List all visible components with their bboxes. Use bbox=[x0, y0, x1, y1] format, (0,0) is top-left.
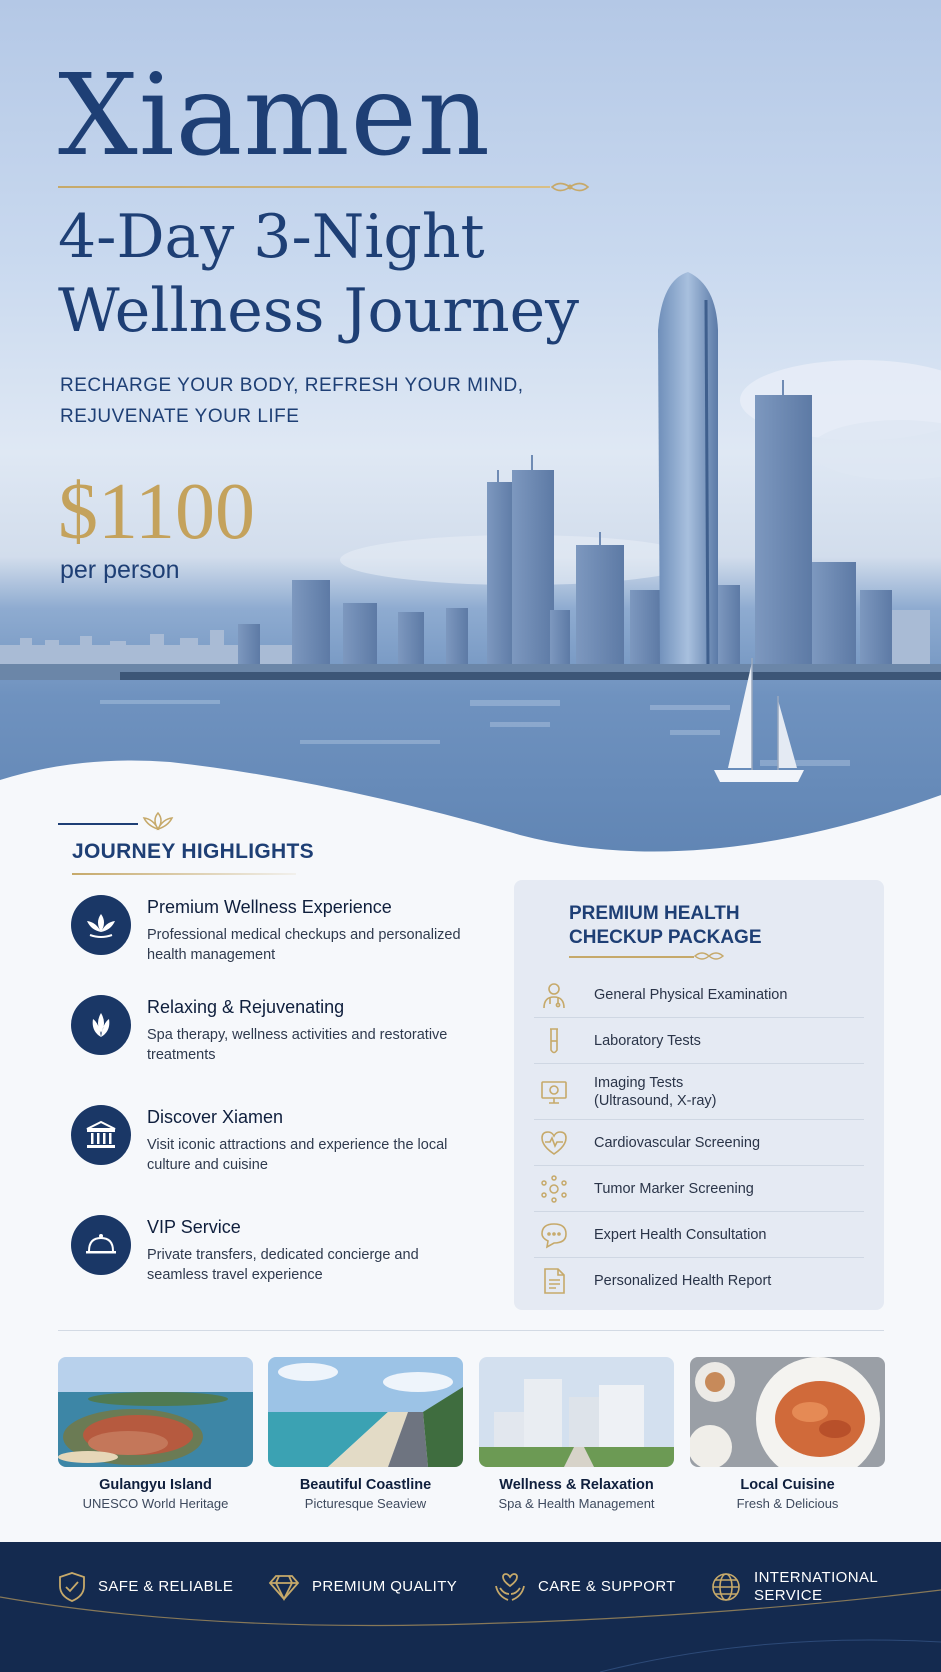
wellness-center-photo bbox=[479, 1357, 674, 1467]
highlight-title: VIP Service bbox=[147, 1217, 241, 1237]
destination-subtitle: Fresh & Delicious bbox=[736, 1496, 839, 1511]
highlight-title: Discover Xiamen bbox=[147, 1107, 284, 1127]
panel-title-line-1: PREMIUM HEALTH bbox=[569, 903, 740, 924]
badge-international bbox=[710, 1542, 878, 1632]
checkup-item bbox=[534, 1212, 864, 1258]
destination-name: Beautiful Coastline bbox=[299, 1477, 432, 1493]
highlight-desc: Private transfers, dedicated concierge and seamless travel experience bbox=[147, 1247, 419, 1283]
heart-pulse-icon bbox=[534, 1128, 574, 1158]
checkup-label bbox=[594, 1134, 760, 1152]
checkup-list bbox=[534, 972, 864, 1304]
checkup-item bbox=[534, 1166, 864, 1212]
highlights-underline bbox=[72, 873, 296, 875]
badge-label bbox=[98, 1578, 233, 1596]
badge-label bbox=[538, 1578, 676, 1596]
panel-rule bbox=[569, 956, 694, 958]
badge-line-1: INTERNATIONAL bbox=[754, 1569, 879, 1586]
coastline-photo bbox=[268, 1357, 463, 1467]
checkup-line-1: Personalized Health Report bbox=[594, 1273, 772, 1289]
page-title: Xiamen bbox=[58, 51, 491, 181]
shield-check-icon bbox=[58, 1571, 86, 1603]
destination-name: Wellness & Relaxation bbox=[499, 1477, 654, 1493]
test-tube-icon bbox=[534, 1026, 574, 1056]
highlight-item bbox=[71, 995, 481, 1075]
checkup-line-1: Expert Health Consultation bbox=[594, 1226, 767, 1243]
checkup-item bbox=[534, 1120, 864, 1166]
destination-subtitle: Spa & Health Management bbox=[498, 1496, 655, 1511]
tagline bbox=[60, 370, 523, 432]
badge-label bbox=[312, 1578, 457, 1596]
title-gold-rule bbox=[58, 186, 550, 188]
price-unit: per person bbox=[60, 556, 180, 584]
subtitle-line-1: 4-Day 3-Night bbox=[58, 202, 485, 272]
checkup-label bbox=[594, 986, 787, 1004]
panel-title-line-2: CHECKUP PACKAGE bbox=[569, 927, 762, 948]
highlight-item bbox=[71, 1215, 481, 1295]
checkup-line-1: Imaging Tests bbox=[594, 1074, 684, 1091]
highlight-item bbox=[71, 895, 481, 975]
highlight-desc: Visit iconic attractions and experience the local culture and cuisine bbox=[147, 1137, 448, 1173]
highlight-desc: Professional medical checkups and personalized health management bbox=[147, 927, 461, 963]
tagline-line-1: RECHARGE YOUR BODY, REFRESH YOUR MIND, bbox=[60, 375, 524, 396]
checkup-line-1: General Physical Examination bbox=[594, 986, 788, 1003]
checkup-item bbox=[534, 972, 864, 1018]
highlight-title: Relaxing & Rejuvenating bbox=[147, 997, 345, 1017]
checkup-label bbox=[594, 1180, 754, 1198]
checkup-line-2: (Ultrasound, X-ray) bbox=[594, 1092, 717, 1109]
gulangyu-island-photo bbox=[58, 1357, 253, 1467]
hands-heart-icon bbox=[494, 1572, 526, 1602]
badge-quality bbox=[268, 1542, 457, 1632]
highlights-rule bbox=[58, 823, 138, 825]
badge-line-2: SERVICE bbox=[754, 1587, 823, 1604]
badge-line-1: PREMIUM QUALITY bbox=[312, 1578, 458, 1595]
ornament-icon bbox=[550, 178, 590, 196]
destination-card bbox=[690, 1357, 885, 1511]
panel-title bbox=[569, 902, 789, 950]
destination-subtitle: Picturesque Seaview bbox=[304, 1496, 427, 1511]
checkup-line-1: Tumor Marker Screening bbox=[594, 1180, 754, 1197]
journey-subtitle bbox=[58, 200, 579, 348]
destination-name: Gulangyu Island bbox=[99, 1477, 212, 1493]
lotus-ornament-icon bbox=[140, 810, 176, 832]
checkup-item bbox=[534, 1018, 864, 1064]
destination-subtitle: UNESCO World Heritage bbox=[82, 1496, 229, 1511]
checkup-item bbox=[534, 1258, 864, 1304]
destination-card bbox=[58, 1357, 253, 1511]
lotus-icon bbox=[71, 895, 131, 955]
report-icon bbox=[534, 1266, 574, 1296]
highlights-title: JOURNEY HIGHLIGHTS bbox=[72, 840, 314, 863]
checkup-item bbox=[534, 1064, 864, 1120]
checkup-line-1: Laboratory Tests bbox=[594, 1032, 701, 1049]
local-cuisine-photo bbox=[690, 1357, 885, 1467]
destination-name: Local Cuisine bbox=[740, 1477, 835, 1493]
tagline-line-2: REJUVENATE YOUR LIFE bbox=[60, 406, 300, 427]
section-divider bbox=[58, 1330, 884, 1331]
checkup-label bbox=[594, 1032, 701, 1050]
badge-label bbox=[754, 1569, 878, 1605]
destination-card bbox=[268, 1357, 463, 1511]
molecule-icon bbox=[534, 1174, 574, 1204]
badge-line-1: SAFE & RELIABLE bbox=[98, 1578, 234, 1595]
highlight-desc: Spa therapy, wellness activities and restorative treatments bbox=[147, 1027, 448, 1063]
monitor-icon bbox=[534, 1077, 574, 1107]
health-package-panel bbox=[514, 880, 884, 1310]
globe-icon bbox=[710, 1571, 742, 1603]
chat-icon bbox=[534, 1220, 574, 1250]
highlight-item bbox=[71, 1105, 481, 1185]
leaf-icon bbox=[71, 995, 131, 1055]
price: $1100 bbox=[58, 468, 256, 556]
checkup-label bbox=[594, 1272, 771, 1290]
landmark-icon bbox=[71, 1105, 131, 1165]
highlight-title: Premium Wellness Experience bbox=[147, 897, 392, 917]
checkup-label bbox=[594, 1226, 767, 1244]
diamond-icon bbox=[268, 1573, 300, 1601]
footer-bar bbox=[0, 1542, 941, 1672]
checkup-label bbox=[594, 1074, 716, 1110]
cloche-icon bbox=[71, 1215, 131, 1275]
doctor-icon bbox=[534, 980, 574, 1010]
badge-line-1: CARE & SUPPORT bbox=[538, 1578, 676, 1595]
ornament-icon bbox=[694, 948, 724, 964]
destination-card bbox=[479, 1357, 674, 1511]
subtitle-line-2: Wellness Journey bbox=[58, 276, 580, 346]
badge-safe bbox=[58, 1542, 233, 1632]
badge-care bbox=[494, 1542, 676, 1632]
checkup-line-1: Cardiovascular Screening bbox=[594, 1134, 761, 1151]
